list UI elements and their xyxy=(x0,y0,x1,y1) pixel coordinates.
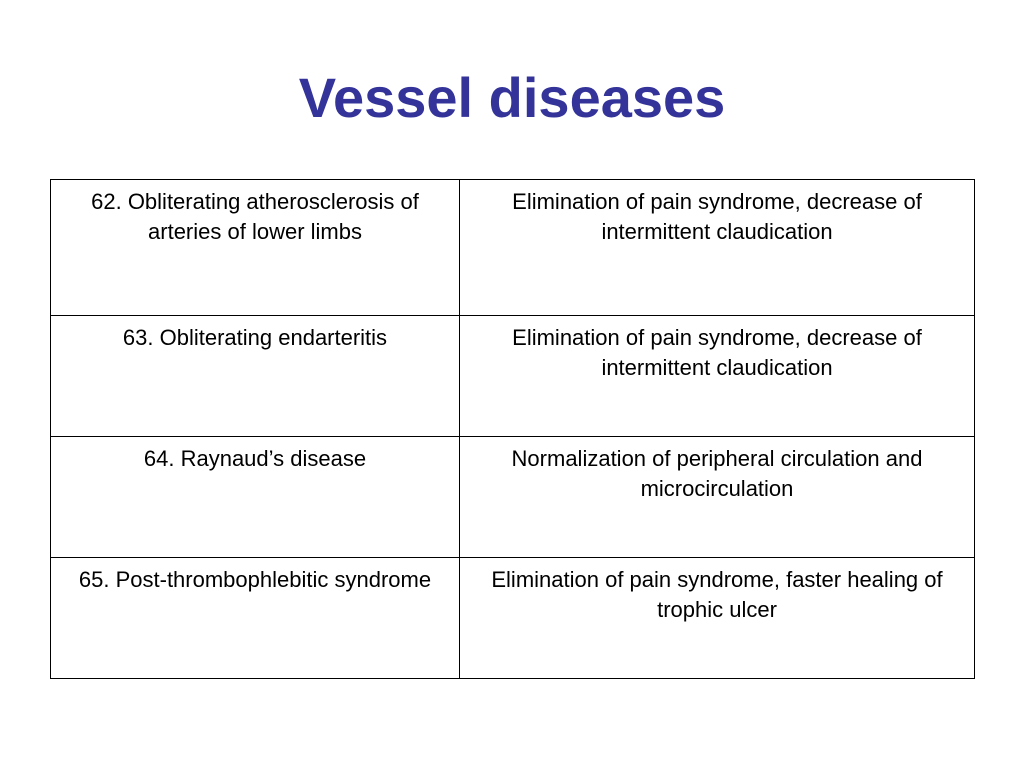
disease-cell: 63. Obliterating endarteritis xyxy=(51,316,460,437)
disease-table xyxy=(50,179,975,679)
slide-title: Vessel diseases xyxy=(298,66,726,129)
table-row xyxy=(51,316,975,437)
table-row xyxy=(51,437,975,558)
table-row xyxy=(51,558,975,679)
treatment-goal-cell: Elimination of pain syndrome, faster healing of trophic ulcer xyxy=(460,558,975,679)
treatment-goal-cell: Elimination of pain syndrome, decrease of intermittent claudication xyxy=(460,316,975,437)
disease-cell: 62. Obliterating atherosclerosis of arteries of lower limbs xyxy=(51,180,460,316)
treatment-goal-cell: Normalization of peripheral circulation and microcirculation xyxy=(460,437,975,558)
disease-cell: 64. Raynaud’s disease xyxy=(51,437,460,558)
treatment-goal-cell: Elimination of pain syndrome, decrease of intermittent claudication xyxy=(460,180,975,316)
disease-cell: 65. Post-thrombophlebitic syndrome xyxy=(51,558,460,679)
table-row xyxy=(51,180,975,316)
